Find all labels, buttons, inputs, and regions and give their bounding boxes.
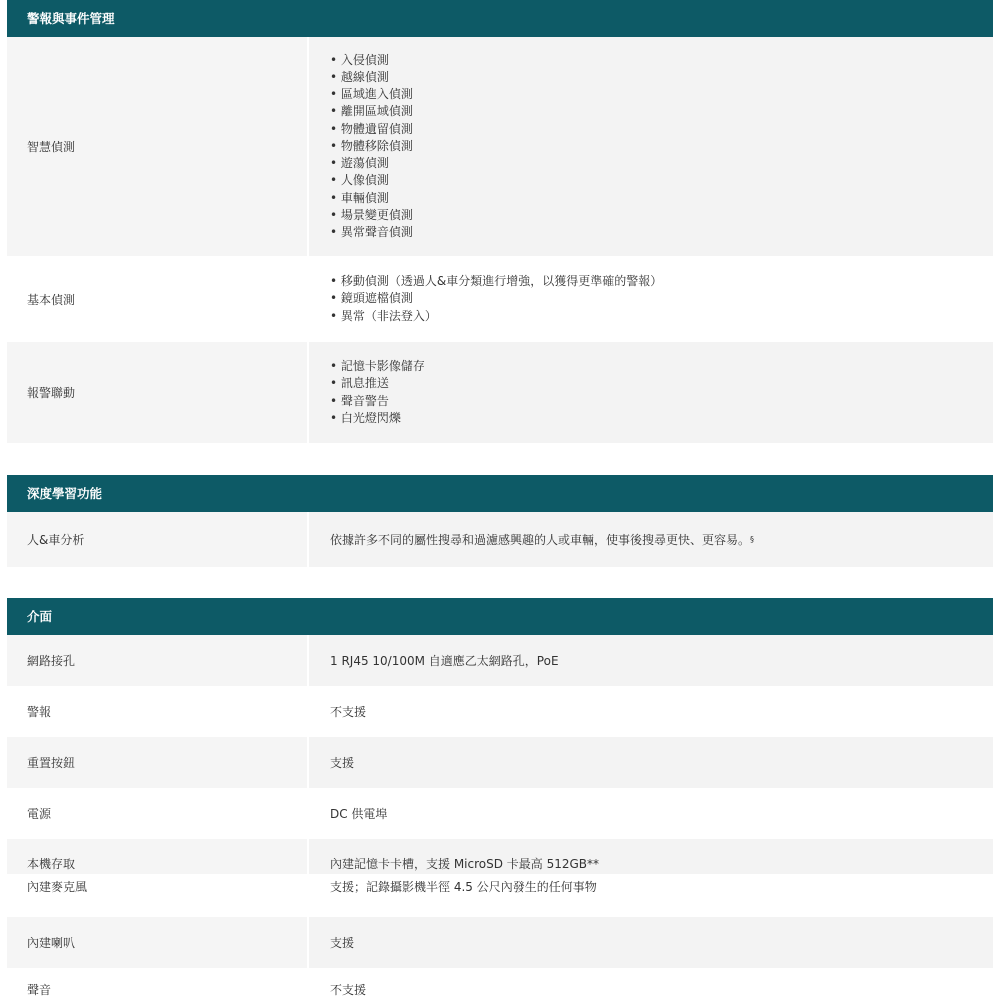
spec-value: DC 供電埠 xyxy=(330,807,388,821)
spec-label: 警報 xyxy=(27,705,52,719)
list-item: • 入侵偵測 xyxy=(330,52,413,69)
list-item: • 場景變更偵測 xyxy=(330,207,413,224)
spec-row-audio xyxy=(7,968,993,998)
spec-label: 網路接孔 xyxy=(27,654,76,668)
spec-row-microphone xyxy=(7,874,993,917)
spec-label: 內建麥克風 xyxy=(27,880,88,894)
column-divider xyxy=(307,512,309,567)
footnote-mark: § xyxy=(750,535,755,544)
spec-value: 支援 xyxy=(307,737,993,788)
spec-value xyxy=(307,342,993,443)
list-item: • 異常聲音偵測 xyxy=(330,224,413,241)
bullet-list xyxy=(330,358,425,427)
spec-value: 支援；記錄攝影機半徑 4.5 公尺內發生的任何事物 xyxy=(330,880,597,894)
list-item: • 區域進入偵測 xyxy=(330,86,413,103)
list-item: • 訊息推送 xyxy=(330,375,425,392)
spec-label: 聲音 xyxy=(27,983,52,997)
spec-row-speaker xyxy=(7,917,993,968)
spec-value: 支援 xyxy=(307,917,993,968)
spec-label: 報警聯動 xyxy=(27,386,76,400)
spec-label: 智慧偵測 xyxy=(27,140,76,154)
column-divider xyxy=(307,839,309,874)
interface-section xyxy=(7,598,993,998)
list-item: • 白光燈閃爍 xyxy=(330,410,425,427)
spec-label: 重置按鈕 xyxy=(27,756,76,770)
spec-value-text: 依據許多不同的屬性搜尋和過濾感興趣的人或車輛，使事後搜尋更快、更容易。 xyxy=(330,533,751,547)
spec-value: 不支援 xyxy=(330,983,367,997)
list-item: • 物體移除偵測 xyxy=(330,138,413,155)
alarm-section xyxy=(7,0,993,443)
list-item: • 遊蕩偵測 xyxy=(330,155,413,172)
list-item: • 聲音警告 xyxy=(330,393,425,410)
spec-row-basic-detection xyxy=(7,256,993,342)
list-item: • 離開區域偵測 xyxy=(330,103,413,120)
spec-label: 人&車分析 xyxy=(27,533,85,547)
spec-label: 本機存取 xyxy=(27,857,76,871)
spec-row-human-vehicle xyxy=(7,512,993,567)
spec-value: 內建記憶卡卡槽，支援 MicroSD 卡最高 512GB** xyxy=(307,839,993,874)
column-divider xyxy=(307,737,309,788)
section-header-alarm: 警報與事件管理 xyxy=(7,0,993,37)
column-divider xyxy=(307,342,309,443)
column-divider xyxy=(307,635,309,686)
list-item: • 人像偵測 xyxy=(330,172,413,189)
bullet-list xyxy=(330,273,662,325)
list-item: • 記憶卡影像儲存 xyxy=(330,358,425,375)
list-item: • 越線偵測 xyxy=(330,69,413,86)
list-item: • 物體遺留偵測 xyxy=(330,121,413,138)
spec-label: 內建喇叭 xyxy=(27,936,76,950)
spec-row-alarm-linkage xyxy=(7,342,993,443)
spec-value xyxy=(307,512,993,567)
spec-label: 電源 xyxy=(27,807,52,821)
list-item: • 異常（非法登入） xyxy=(330,308,662,325)
spec-row-local-storage xyxy=(7,839,993,874)
spec-row-power xyxy=(7,788,993,839)
deep-learning-section xyxy=(7,475,993,567)
section-header-deep-learning: 深度學習功能 xyxy=(7,475,993,512)
spec-value xyxy=(307,37,993,256)
spec-value xyxy=(307,256,993,342)
spec-row-smart-detection xyxy=(7,37,993,256)
bullet-list xyxy=(330,52,413,241)
spec-row-alarm xyxy=(7,686,993,737)
section-header-interface: 介面 xyxy=(7,598,993,635)
column-divider xyxy=(307,917,309,968)
list-item: • 車輛偵測 xyxy=(330,190,413,207)
spec-row-reset-button xyxy=(7,737,993,788)
list-item: • 鏡頭遮檔偵測 xyxy=(330,290,662,307)
spec-row-network-port xyxy=(7,635,993,686)
column-divider xyxy=(307,37,309,256)
list-item: • 移動偵測（透過人&車分類進行增強，以獲得更準確的警報） xyxy=(330,273,662,290)
spec-value: 1 RJ45 10/100M 自適應乙太網路孔，PoE xyxy=(307,635,993,686)
spec-label: 基本偵測 xyxy=(27,292,76,307)
spec-value: 不支援 xyxy=(330,705,367,719)
